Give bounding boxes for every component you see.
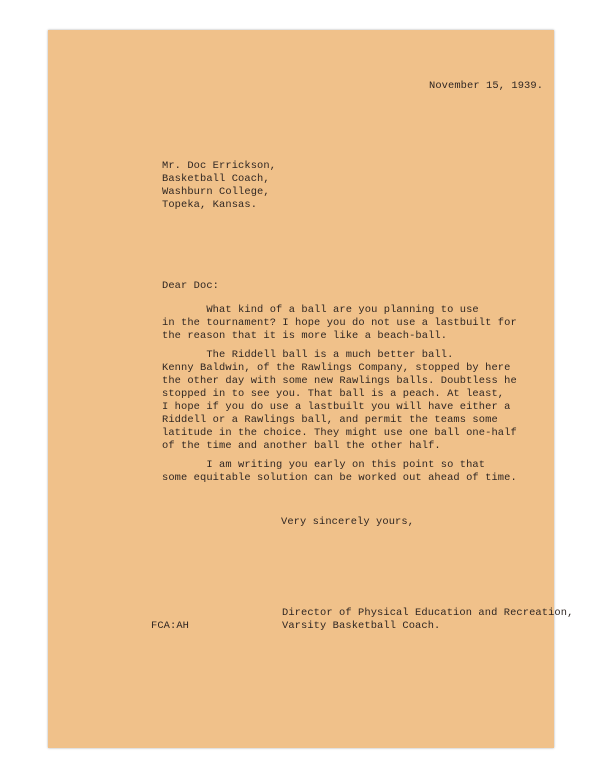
body-line: the other day with some new Rawlings balls. Doubtless he — [162, 375, 517, 387]
body-line: I am writing you early on this point so that — [162, 459, 486, 471]
complimentary-closing: Very sincerely yours, — [281, 516, 415, 528]
body-line: of the time and another ball the other half. — [162, 440, 441, 452]
address-line: Washburn College, — [162, 186, 270, 198]
body-line: Riddell or a Rawlings ball, and permit the teams some — [162, 414, 498, 426]
body-line: Kenny Baldwin, of the Rawlings Company, stopped by here — [162, 362, 511, 374]
address-line: Topeka, Kansas. — [162, 199, 258, 211]
reference-initials: FCA:AH — [151, 620, 190, 632]
address-line: Basketball Coach, — [162, 173, 270, 185]
letter-date: November 15, 1939. — [429, 80, 544, 92]
body-line: in the tournament? I hope you do not use a lastbuilt for — [162, 317, 517, 329]
letter-page — [48, 30, 574, 748]
body-line: the reason that it is more like a beach-ball. — [162, 330, 448, 342]
body-line: The Riddell ball is a much better ball. — [162, 349, 454, 361]
address-line: Mr. Doc Errickson, — [162, 160, 277, 172]
body-line: What kind of a ball are you planning to use — [162, 304, 479, 316]
body-line: latitude in the choice. They might use one ball one-half — [162, 427, 517, 439]
body-line: some equitable solution can be worked out ahead of time. — [162, 472, 517, 484]
salutation: Dear Doc: — [162, 280, 220, 292]
signature-title: Director of Physical Education and Recreation, — [282, 607, 574, 619]
body-line: I hope if you do use a lastbuilt you will have either a — [162, 401, 511, 413]
signature-title: Varsity Basketball Coach. — [282, 620, 441, 632]
body-line: stopped in to see you. That ball is a peach. At least, — [162, 388, 505, 400]
